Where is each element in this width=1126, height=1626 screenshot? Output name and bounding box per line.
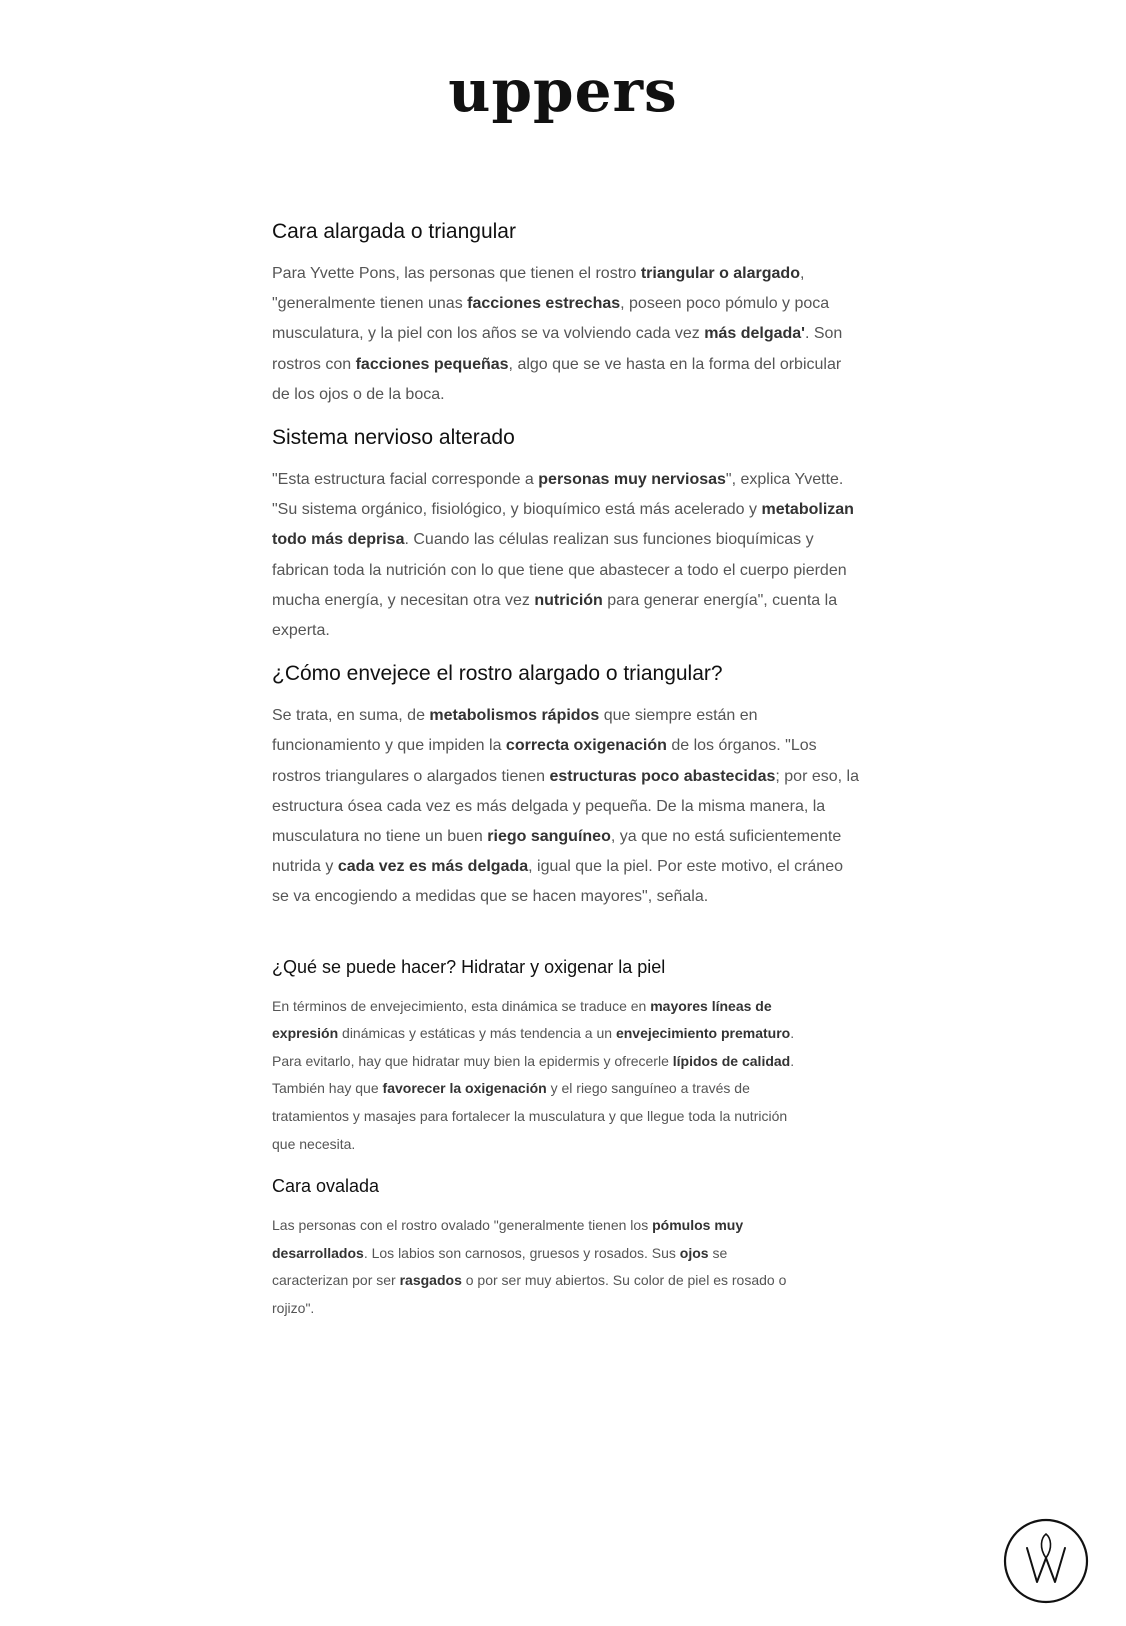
emphasis-text: lípidos de calidad bbox=[672, 1052, 791, 1069]
emphasis-text: rasgados bbox=[399, 1272, 462, 1289]
section-paragraph: Las personas con el rostro ovalado "generalmente tienen los pómulos muy desarrollados. Los labios son carnosos, gruesos y rosados. Sus ojos se caracterizan por ser rasgados o por ser muy abiertos. Su color de piel es rosado o rojizo". bbox=[272, 1217, 787, 1316]
section-heading: Sistema nervioso alterado bbox=[272, 426, 515, 450]
section-paragraph: "Esta estructura facial corresponde a personas muy nerviosas", explica Yvette. "Su sistema orgánico, fisiológico, y bioquímico está más acelerado y metabolizan todo más deprisa. Cuando las células realizan sus funciones bioquímicas y fabrican toda la nutrición con lo que tiene que abastecer a todo el cuerpo pierden mucha energía, y necesitan otra vez nutrición para generar energía", cuenta la experta. bbox=[272, 471, 854, 640]
emphasis-text: correcta oxigenación bbox=[505, 737, 667, 755]
emphasis-text: personas muy nerviosas bbox=[538, 471, 726, 489]
emphasis-text: ojos bbox=[679, 1244, 709, 1261]
emphasis-text: triangular o alargado bbox=[640, 265, 800, 282]
emphasis-text: envejecimiento prematuro bbox=[615, 1025, 791, 1042]
emphasis-text: metabolizan todo más deprisa bbox=[272, 501, 854, 549]
emphasis-text: cada vez es más delgada bbox=[337, 858, 529, 876]
emphasis-text: riego sanguíneo bbox=[487, 828, 611, 846]
section-heading: Cara alargada o triangular bbox=[272, 220, 516, 243]
section-paragraph: Se trata, en suma, de metabolismos rápidos que siempre están en funcionamiento y que impiden la correcta oxigenación de los órganos. "Los rostros triangulares o alargados tienen estructuras poco abastecidas; por eso, la estructura ósea cada vez es más delgada y pequeña. De la misma manera, la musculatura no tiene un buen riego sanguíneo, ya que no está suficientemente nutrida y cada vez es más delgada, igual que la piel. Por este motivo, el cráneo se va encogiendo a medidas que se hacen mayores", señala. bbox=[272, 707, 859, 906]
emphasis-text: metabolismos rápidos bbox=[429, 707, 600, 725]
emphasis-text: favorecer la oxigenación bbox=[382, 1080, 547, 1097]
emphasis-text: facciones pequeñas bbox=[355, 355, 509, 373]
article-body bbox=[272, 218, 860, 1323]
emphasis-text: nutrición bbox=[534, 591, 603, 609]
emphasis-text: facciones estrechas bbox=[467, 295, 621, 313]
monogram-w-icon bbox=[1003, 1518, 1089, 1604]
section-heading: Cara ovalada bbox=[272, 1176, 380, 1197]
brand-logo[interactable]: uppers bbox=[448, 57, 678, 125]
emphasis-text: más delgada' bbox=[704, 325, 805, 343]
section-heading: ¿Qué se puede hacer? Hidratar y oxigenar la piel bbox=[272, 956, 666, 977]
emphasis-text: mayores líneas de expresión bbox=[272, 997, 772, 1042]
emphasis-text: pómulos muy desarrollados bbox=[272, 1217, 744, 1261]
emphasis-text: estructuras poco abastecidas bbox=[549, 767, 776, 785]
monogram-w-icon[interactable] bbox=[1003, 1518, 1089, 1604]
section-paragraph: En términos de envejecimiento, esta dinámica se traduce en mayores líneas de expresión dinámicas y estáticas y más tendencia a un envejecimiento prematuro. Para evitarlo, hay que hidratar muy bien la epidermis y ofrecerle lípidos de calidad. También hay que favorecer la oxigenación y el riego sanguíneo a través de tratamientos y masajes para fortalecer la musculatura y que llegue toda la nutrición que necesita. bbox=[272, 997, 795, 1152]
section-paragraph: Para Yvette Pons, las personas que tienen el rostro triangular o alargado, "generalmente tienen unas facciones estrechas, poseen poco pómulo y poca musculatura, y la piel con los años se va volviendo cada vez más delgada'. Son rostros con facciones pequeñas, algo que se ve hasta en la forma del orbicular de los ojos o de la boca. bbox=[272, 265, 843, 403]
section-heading: ¿Cómo envejece el rostro alargado o triangular? bbox=[272, 662, 723, 686]
